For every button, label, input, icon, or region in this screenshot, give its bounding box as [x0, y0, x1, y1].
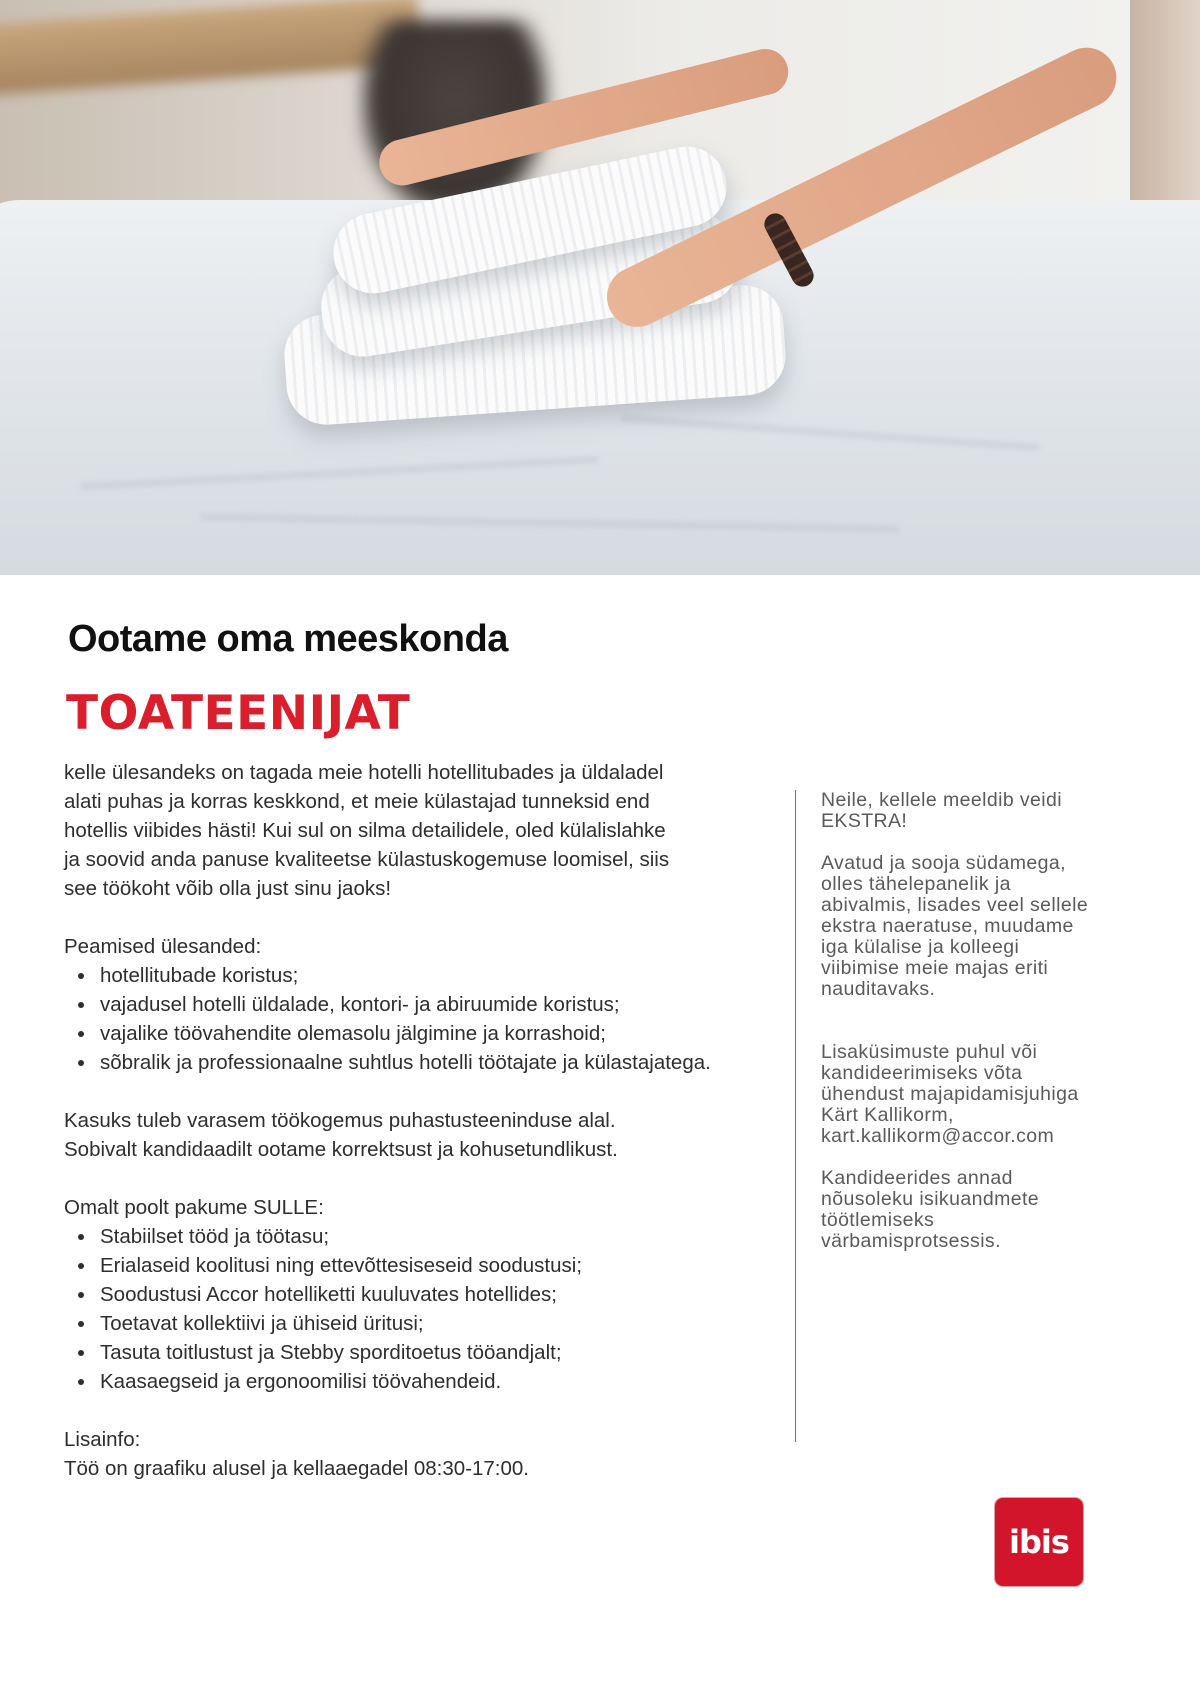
side-line: viibimise meie majas eriti [821, 957, 1049, 979]
offer-list [64, 1222, 769, 1396]
side-line: EKSTRA! [821, 810, 908, 832]
requirements-line: Sobivalt kandidaadilt ootame korrektsust ja kohusetundlikust. [64, 1138, 618, 1161]
side-line: nauditavaks. [821, 978, 936, 1000]
ibis-logo-text: ibis [1009, 1523, 1069, 1561]
description-line: hotellis viibides hästi! Kui sul on silma detailidele, oled külalislahke [64, 819, 666, 842]
side-column [821, 790, 1151, 1252]
list-item: Soodustusi Accor hotelliketti kuuluvates hotellides; [64, 1280, 769, 1309]
side-line: Kärt Kallikorm, [821, 1104, 954, 1126]
requirements-line: Kasuks tuleb varasem töökogemus puhastusteeninduse alal. [64, 1109, 616, 1132]
job-title: TOATEENIJAT [66, 686, 411, 741]
side-line: iga külalise ja kolleegi [821, 936, 1020, 958]
ibis-logo [995, 1498, 1083, 1586]
description-line: alati puhas ja korras keskkond, et meie külastajad tunneksid end [64, 790, 650, 813]
side-line: Neile, kellele meeldib veidi [821, 789, 1062, 811]
hero-photo [0, 0, 1200, 575]
description-line: kelle ülesandeks on tagada meie hotelli hotellitubades ja üldaladel [64, 761, 664, 784]
side-line: ühendust majapidamisjuhiga [821, 1083, 1079, 1105]
side-line: nõusoleku isikuandmete [821, 1188, 1040, 1210]
description-line: ja soovid anda panuse kvaliteetse külastuskogemuse loomisel, siis [64, 848, 670, 871]
side-line: Lisaküsimuste puhul või [821, 1041, 1038, 1063]
list-item: hotellitubade koristus; [64, 961, 769, 990]
side-line: värbamisprotsessis. [821, 1230, 1001, 1252]
intro-heading: Ootame oma meeskonda [68, 618, 508, 660]
list-item: Erialaseid koolitusi ning ettevõttesiseseid soodustusi; [64, 1251, 769, 1280]
duties-heading: Peamised ülesanded: [64, 935, 262, 958]
list-item: Toetavat kollektiivi ja ühiseid üritusi; [64, 1309, 769, 1338]
side-line: olles tähelepanelik ja [821, 873, 1011, 895]
side-line: kandideerimiseks võta [821, 1062, 1023, 1084]
side-line: Kandideerides annad [821, 1167, 1013, 1189]
description-line: see töökoht võib olla just sinu jaoks! [64, 877, 392, 900]
side-line: Avatud ja sooja südamega, [821, 852, 1066, 874]
list-item: Kaasaegseid ja ergonoomilisi töövahendeid. [64, 1367, 769, 1396]
side-line: töötlemiseks [821, 1209, 935, 1231]
info-text: Töö on graafiku alusel ja kellaaegadel 08:30-17:00. [64, 1457, 529, 1480]
info-heading: Lisainfo: [64, 1428, 141, 1451]
list-item: Stabiilset tööd ja töötasu; [64, 1222, 769, 1251]
list-item: Tasuta toitlustust ja Stebby sporditoetus tööandjalt; [64, 1338, 769, 1367]
duties-list [64, 961, 769, 1077]
main-column [64, 758, 769, 1483]
contact-email[interactable]: kart.kallikorm@accor.com [821, 1125, 1055, 1147]
column-divider [795, 790, 796, 1442]
side-line: abivalmis, lisades veel sellele [821, 894, 1089, 916]
offer-heading: Omalt poolt pakume SULLE: [64, 1196, 324, 1219]
side-line: ekstra naeratuse, muudame [821, 915, 1074, 937]
list-item: vajadusel hotelli üldalade, kontori- ja abiruumide koristus; [64, 990, 769, 1019]
list-item: sõbralik ja professionaalne suhtlus hotelli töötajate ja külastajatega. [64, 1048, 769, 1077]
list-item: vajalike töövahendite olemasolu jälgimine ja korrashoid; [64, 1019, 769, 1048]
